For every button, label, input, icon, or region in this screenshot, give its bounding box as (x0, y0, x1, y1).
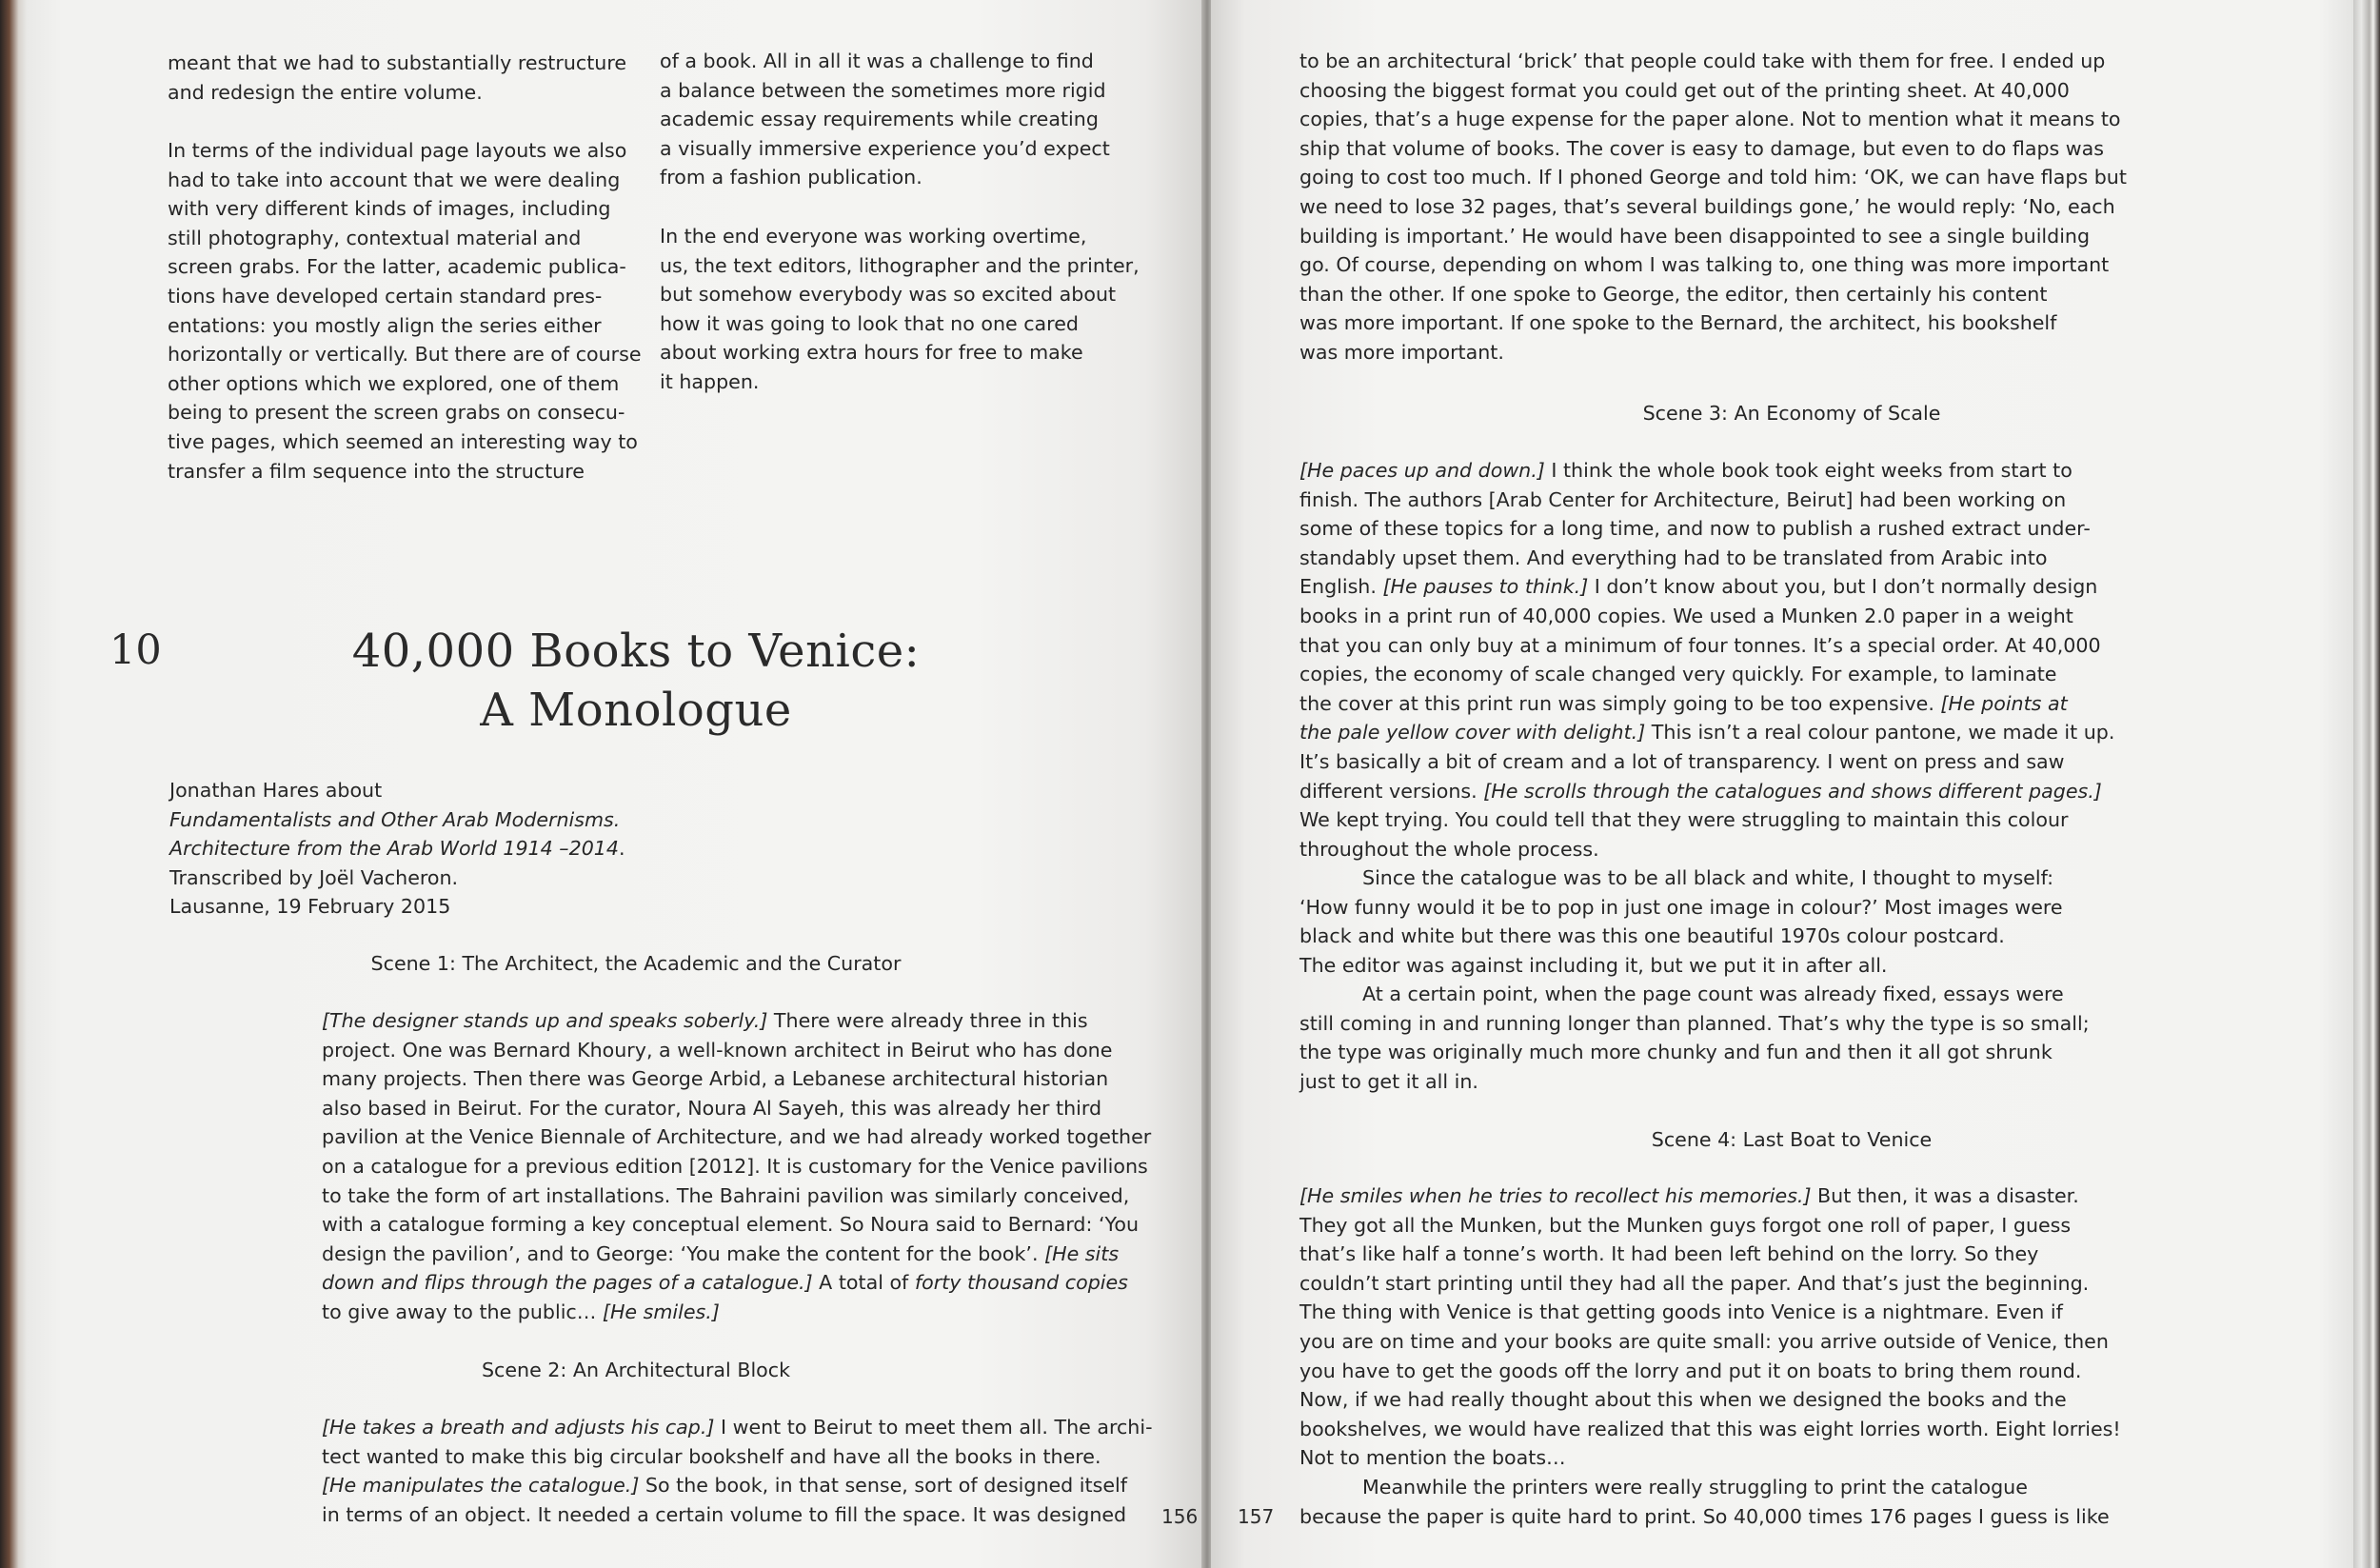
left-col1-top-paragraph (168, 49, 663, 107)
text-line: to be an architectural ‘brick’ that people could take with them for free. I ended up (1299, 50, 2106, 72)
scene-2-body (322, 1413, 1179, 1529)
credit-author: Jonathan Hares about (169, 779, 383, 802)
scene-3-heading: Scene 3: An Economy of Scale (1642, 402, 1941, 425)
text-line: was more important. (1299, 340, 1504, 364)
text-line: that you can only buy at a minimum of four tonnes. It’s a special order. At 40,000 (1299, 633, 2101, 657)
credit-transcriber: Transcribed by Joël Vacheron. (169, 865, 459, 889)
text-line: It’s basically a bit of cream and a lot of transparency. I went on press and saw (1299, 749, 2065, 773)
text-line: about working extra hours for free to make (660, 341, 1083, 365)
text-line: different versions. [He scrolls through the catalogues and shows different pages.] (1299, 779, 2102, 803)
scene-2-heading: Scene 2: An Architectural Block (481, 1359, 791, 1381)
text-line: books in a print run of 40,000 copies. We used a Munken 2.0 paper in a weight (1299, 604, 2073, 627)
text-line: We kept trying. You could tell that they were struggling to maintain this colour (1299, 808, 2069, 832)
text-line: At a certain point, when the page count was already fixed, essays were (1362, 982, 2064, 1005)
credit-book-title: Fundamentalists and Other Arab Modernisms. (169, 807, 621, 831)
left-col1-paragraph (168, 136, 663, 486)
book-edge-right (2353, 0, 2380, 1568)
text-line: tions have developed certain standard pres- (168, 284, 603, 308)
chapter-title-line: 40,000 Books to Venice: (351, 625, 921, 678)
text-line: that’s like half a tonne’s worth. It had been left behind on the lorry. So they (1299, 1242, 2039, 1266)
text-line: from a fashion publication. (660, 166, 922, 189)
text-line: couldn’t start printing until they had all the paper. And that’s just the beginning. (1299, 1271, 2090, 1295)
scene-4-paragraph-2 (1299, 1473, 2337, 1531)
text-line: [The designer stands up and speaks soberly.] There were already three in this (322, 1009, 1088, 1032)
text-line: design the pavilion’, and to George: ‘You make the content for the book’. [He sits (322, 1241, 1120, 1265)
text-line: choosing the biggest format you could get out of the printing sheet. At 40,000 (1299, 78, 2070, 102)
text-line: just to get it all in. (1299, 1069, 1478, 1093)
text-line: [He manipulates the catalogue.] So the book, in that sense, sort of designed itself (322, 1474, 1127, 1498)
right-paragraph-1 (1299, 47, 2328, 367)
text-line: English. [He pauses to think.] I don’t know about you, but I don’t normally design (1299, 575, 2098, 599)
scene-3-paragraph-2 (1299, 863, 2337, 980)
text-line: pavilion at the Venice Biennale of Architecture, and we had already worked together (322, 1125, 1152, 1149)
text-line: tive pages, which seemed an interesting way to (168, 429, 638, 453)
text-line: had to take into account that we were dealing (168, 168, 621, 191)
text-line: In terms of the individual page layouts we also (168, 139, 627, 162)
credit-book-subtitle: Architecture from the Arab World 1914 –2014. (169, 837, 625, 861)
text-line: copies, the economy of scale changed very quickly. For example, to laminate (1299, 663, 2057, 686)
text-line: but somehow everybody was so excited about (660, 283, 1117, 307)
credit-place-date: Lausanne, 19 February 2015 (169, 895, 451, 919)
text-line: in terms of an object. It needed a certain volume to fill the space. It was designed (322, 1502, 1127, 1526)
text-line: throughout the whole process. (1299, 837, 1599, 861)
text-line: a balance between the sometimes more rigid (660, 78, 1106, 102)
text-line: the pale yellow cover with delight.] This isn’t a real colour pantone, we made it up. (1299, 721, 2115, 744)
text-line: project. One was Bernard Khoury, a well-known architect in Beirut who has done (322, 1038, 1113, 1062)
text-line: us, the text editors, lithographer and the printer, (660, 253, 1140, 277)
page-number: 157 (1238, 1505, 1275, 1528)
text-line: academic essay requirements while creating (660, 108, 1099, 131)
text-line: still photography, contextual material and (168, 226, 582, 249)
text-line: a visually immersive experience you’d expect (660, 136, 1110, 160)
text-line: Meanwhile the printers were really struggling to print the catalogue (1362, 1476, 2028, 1499)
text-line: the cover at this print run was simply going to be too expensive. [He points at (1299, 691, 2068, 715)
text-line: with very different kinds of images, including (168, 197, 611, 221)
text-line: to give away to the public… [He smiles.] (322, 1300, 720, 1323)
text-line: bookshelves, we would have realized that this was eight lorries worth. Eight lorries! (1299, 1417, 2121, 1440)
text-line: In the end everyone was working overtime, (660, 225, 1087, 248)
scene-3-body (1299, 456, 2337, 863)
text-line: on a catalogue for a previous edition [2012]. It is customary for the Venice pavilions (322, 1154, 1148, 1178)
text-line: [He takes a breath and adjusts his cap.] I went to Beirut to meet them all. The archi- (322, 1416, 1153, 1439)
text-line: go. Of course, depending on whom I was talking to, one thing was more important (1299, 253, 2110, 277)
page-number: 156 (1161, 1505, 1199, 1528)
text-line: we need to lose 32 pages, that’s several buildings gone,’ he would reply: ‘No, each (1299, 194, 2115, 218)
text-line: [He smiles when he tries to recollect his memories.] But then, it was a disaster. (1299, 1184, 2079, 1207)
text-line: other options which we explored, one of them (168, 371, 620, 395)
text-line: with a catalogue forming a key conceptual element. So Noura said to Bernard: ‘You (322, 1213, 1140, 1237)
text-line: Now, if we had really thought about this when we designed the books and the (1299, 1388, 2067, 1412)
text-line: ‘How funny would it be to pop in just one image in colour?’ Most images were (1299, 895, 2063, 919)
text-line: ship that volume of books. The cover is easy to damage, but even to do flaps was (1299, 136, 2104, 160)
text-line: down and flips through the pages of a catalogue.] A total of forty thousand copies (322, 1271, 1128, 1295)
text-line: being to present the screen grabs on consecu- (168, 401, 625, 425)
scene-3-paragraph-3 (1299, 980, 2337, 1096)
text-line: still coming in and running longer than planned. That’s why the type is so small; (1299, 1011, 2090, 1035)
chapter-title (312, 622, 960, 740)
text-line: tect wanted to make this big circular bookshelf and have all the books in there. (322, 1444, 1101, 1468)
text-line: was more important. If one spoke to the Bernard, the architect, his bookshelf (1299, 311, 2057, 335)
text-line: of a book. All in all it was a challenge to find (660, 50, 1094, 72)
text-line: building is important.’ He would have been disappointed to see a single building (1299, 224, 2091, 248)
text-line: the type was originally much more chunky and fun and then it all got shrunk (1299, 1041, 2053, 1064)
chapter-title-line: A Monologue (480, 684, 792, 737)
text-line: They got all the Munken, but the Munken guys forgot one roll of paper, I guess (1299, 1213, 2072, 1237)
text-line: also based in Beirut. For the curator, Noura Al Sayeh, this was already her third (322, 1096, 1102, 1120)
scene-1-body (322, 1006, 1179, 1327)
text-line: some of these topics for a long time, and now to publish a rushed extract under- (1299, 517, 2091, 541)
text-line: to take the form of art installations. The Bahraini pavilion was similarly conceived, (322, 1183, 1130, 1207)
text-line: copies, that’s a huge expense for the paper alone. Not to mention what it means to (1299, 108, 2121, 131)
text-line: The thing with Venice is that getting goods into Venice is a nightmare. Even if (1299, 1300, 2063, 1324)
text-line: The editor was against including it, but we put it in after all. (1299, 953, 1888, 977)
book-edge-left (0, 0, 27, 1568)
text-line: black and white but there was this one beautiful 1970s colour postcard. (1299, 924, 2005, 948)
text-line: meant that we had to substantially restructure (168, 51, 627, 74)
text-line: than the other. If one spoke to George, the editor, then certainly his content (1299, 282, 2048, 306)
text-line: horizontally or vertically. But there are of course (168, 343, 642, 367)
text-line: transfer a film sequence into the structure (168, 459, 585, 483)
text-line: going to cost too much. If I phoned George and told him: ‘OK, we can have flaps but (1299, 166, 2127, 189)
text-line: you have to get the goods off the lorry and put it on boats to bring them round. (1299, 1359, 2082, 1382)
text-line: it happen. (660, 369, 760, 393)
text-line: Not to mention the boats… (1299, 1446, 1566, 1470)
text-line: finish. The authors [Arab Center for Architecture, Beirut] had been working on (1299, 487, 2067, 511)
text-line: how it was going to look that no one cared (660, 311, 1079, 335)
chapter-number: 10 (109, 626, 162, 674)
text-line: Since the catalogue was to be all black and white, I thought to myself: (1362, 866, 2054, 889)
text-line: you are on time and your books are quite small: you arrive outside of Venice, then (1299, 1329, 2109, 1353)
text-line: standably upset them. And everything had to be translated from Arabic into (1299, 546, 2048, 569)
scene-1-heading: Scene 1: The Architect, the Academic and the Curator (370, 952, 902, 975)
scene-4-heading: Scene 4: Last Boat to Venice (1651, 1128, 1933, 1151)
chapter-credits (169, 776, 741, 922)
right-page (1211, 0, 2353, 1568)
left-page (27, 0, 1204, 1568)
left-col2-paragraph-1 (660, 47, 1174, 192)
text-line: entations: you mostly align the series either (168, 313, 602, 337)
text-line: and redesign the entire volume. (168, 80, 483, 104)
scene-4-body (1299, 1181, 2337, 1473)
text-line: [He paces up and down.] I think the whole book took eight weeks from start to (1299, 459, 2073, 482)
text-line: screen grabs. For the latter, academic publica- (168, 255, 626, 279)
text-line: many projects. Then there was George Arbid, a Lebanese architectural historian (322, 1067, 1109, 1091)
text-line: because the paper is quite hard to print. So 40,000 times 176 pages I guess is like (1299, 1504, 2110, 1528)
left-col2-paragraph-2 (660, 222, 1174, 397)
